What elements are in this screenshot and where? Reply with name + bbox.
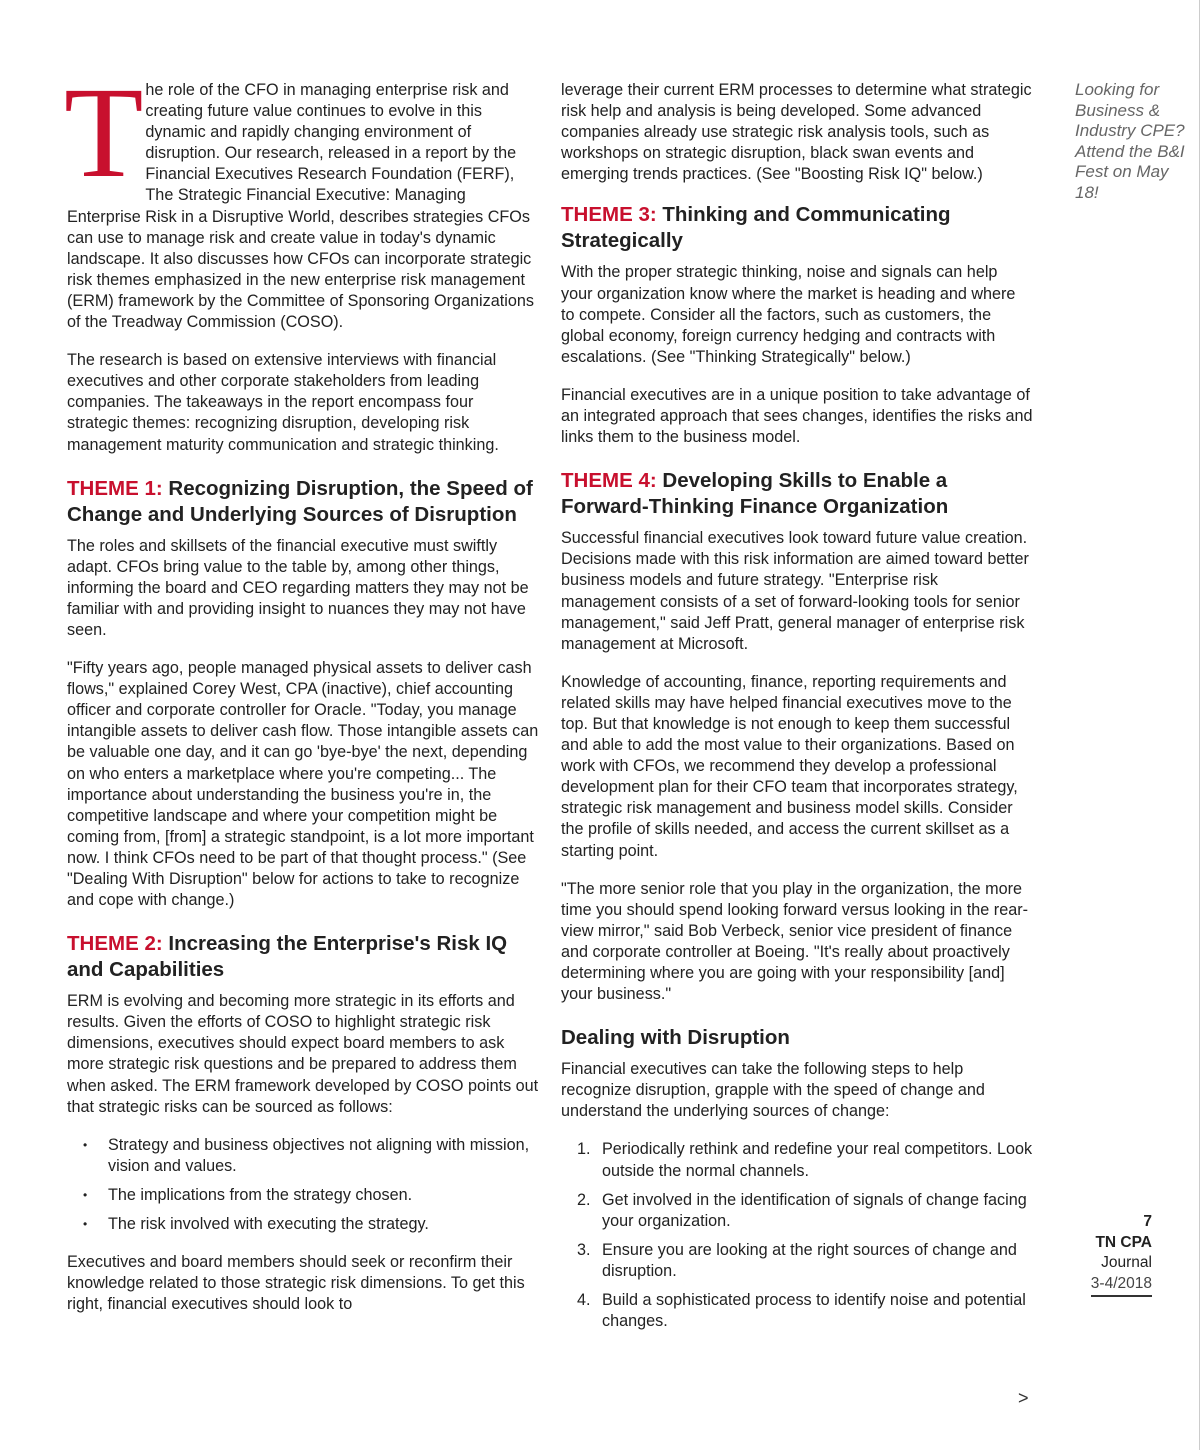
theme3-paragraph-1: With the proper strategic thinking, noise and signals can help your organization know where the market is heading and where to compete. Consider all the factors, such as customers, the global economy, foreign currency hedging and contracts with escalations. (See "Thinking Strategically" below.) — [561, 263, 1016, 366]
step-text: Ensure you are looking at the right sources of change and disruption. — [602, 1240, 1017, 1280]
step-text: Build a sophisticated process to identify noise and potential changes. — [602, 1291, 1026, 1331]
research-paragraph: The research is based on extensive interviews with financial executives and other corporate stakeholders from leading companies. The takeaways in the report encompass four strategic themes: recognizing disruption, developing risk management maturity communication and strategic thinking. — [67, 351, 499, 454]
step-number: 3. — [577, 1240, 591, 1259]
theme2-tag: THEME 2: — [67, 932, 163, 956]
step-number: 4. — [577, 1291, 591, 1310]
list-item — [577, 1139, 1033, 1181]
theme1-title: Recognizing Disruption, the Speed of Change and Underlying Sources of Disruption — [67, 476, 533, 526]
theme3-title: Thinking and Communicating Strategically — [561, 203, 951, 253]
list-item: • The implications from the strategy chosen. — [83, 1185, 539, 1206]
step-text: Periodically rethink and redefine your real competitors. Look outside the normal channels. — [602, 1140, 1033, 1180]
theme3-heading — [561, 202, 1033, 254]
theme2-title: Increasing the Enterprise's Risk IQ and Capabilities — [67, 932, 508, 982]
theme4-paragraph-1: Successful financial executives look toward future value creation. Decisions made with this risk information are aimed toward better business models and future strategy. "Enterprise risk management consists of a set of forward-looking tools for senior management," said Jeff Pratt, general manager of enterprise risk management at Microsoft. — [561, 529, 1029, 653]
list-item — [577, 1240, 1033, 1282]
left-column — [64, 61, 539, 1332]
publication-name-line-2: Journal — [1101, 1254, 1152, 1271]
theme3-tag: THEME 3: — [561, 203, 657, 227]
sidebar-cpe-note[interactable]: Looking for Business & Industry CPE? Attend the B&I Fest on May 18! — [1075, 80, 1185, 202]
intro-text: he role of the CFO in managing enterprise risk and creating future value continues to evolve in this dynamic and rapidly changing environment of disruption. Our research, released in a report by the Financial Executives Research Foundation (FERF), The Strategic Financial Executive: Managing Enterprise Risk in a Disruptive World, describes strategies CFOs can use to manage risk and create value in today's dynamic landscape. It also discusses how CFOs can incorporate strategic risk themes emphasized in the new enterprise risk management (ERM) framework by the Committee of Sponsoring Organizations of the Treadway Commission (COSO). — [67, 81, 534, 332]
drop-cap: T — [64, 61, 144, 205]
disruption-paragraph: Financial executives can take the following steps to help recognize disruption, grapple with the speed of change and understand the underlying sources of change: — [561, 1060, 985, 1121]
intro-paragraph — [64, 61, 539, 333]
theme4-tag: THEME 4: — [561, 469, 657, 493]
theme2-paragraph-3: leverage their current ERM processes to determine what strategic risk help and analysis is being developed. Some advanced companies already use strategic risk analysis tools, such as workshops on strategic disruption, black swan events and emerging trends practices. (See "Boosting Risk IQ" below.) — [561, 81, 1032, 184]
publication-name-line-1: TN CPA — [1095, 1233, 1152, 1251]
theme1-heading — [67, 476, 539, 528]
list-item — [577, 1190, 1033, 1232]
page-number: 7 — [1143, 1213, 1152, 1230]
theme4-paragraph-3: "The more senior role that you play in the organization, the more time you should spend looking forward versus looking in the rear-view mirror," said Bob Verbeck, senior vice president of finance and corporate controller at Boeing. "It's really about proactively determining where you are going with your responsibility [and] your business." — [561, 879, 1028, 1004]
theme1-paragraph-1: The roles and skillsets of the financial executive must swiftly adapt. CFOs bring value to the table by, among other things, informing the board and CEO regarding matters they may not be familiar with and providing insight to nuances they may not have seen. — [67, 536, 529, 639]
step-text: Get involved in the identification of signals of change facing your organization. — [602, 1190, 1027, 1230]
theme4-title: Developing Skills to Enable a Forward-Thinking Finance Organization — [561, 469, 949, 519]
theme3-paragraph-2: Financial executives are in a unique position to take advantage of an integrated approach that sees changes, identifies the risks and links them to the business model. — [561, 385, 1033, 447]
step-number: 1. — [577, 1140, 591, 1159]
page-info — [1062, 1212, 1152, 1297]
list-item: • Strategy and business objectives not aligning with mission, vision and values. — [83, 1135, 539, 1177]
issue-date: 3-4/2018 — [1091, 1274, 1152, 1298]
theme4-heading — [561, 468, 1033, 520]
theme2-paragraph-2: Executives and board members should seek or reconfirm their knowledge related to those strategic risk dimensions. To get this right, financial executives should look to — [67, 1253, 525, 1314]
list-item: • The risk involved with executing the strategy. — [83, 1214, 539, 1235]
theme2-heading — [67, 931, 539, 983]
strategic-risk-list — [67, 1135, 539, 1235]
theme1-paragraph-2: "Fifty years ago, people managed physical assets to deliver cash flows," explained Corey West, CPA (inactive), chief accounting officer and corporate controller for Oracle. "Today, you manage intangible assets to deliver cash flow. Those intangible assets can be valuable one day, and it can go 'bye-bye' the next, depending on who enters a marketplace where you're competing... The importance about understanding the business you're in, the competitive landscape and where your competition might be coming from, [from] a strategic standpoint, is a lot more important now. I think CFOs need to be part of that thought process." (See "Dealing With Disruption" below for actions to take to recognize and cope with change.) — [67, 659, 539, 910]
right-column — [561, 80, 1033, 1340]
theme4-paragraph-2: Knowledge of accounting, finance, reporting requirements and related skills may have helped financial executives move to the top. But that knowledge is not enough to keep them successful and able to add the most value to their organizations. Based on work with CFOs, we recommend they develop a professional development plan for their CFO team that incorporates strategy, strategic risk management and business model skills. Consider the profile of skills needed, and access the current skillset as a starting point. — [561, 672, 1018, 860]
theme1-tag: THEME 1: — [67, 476, 163, 500]
list-item — [577, 1290, 1033, 1332]
theme2-paragraph-1: ERM is evolving and becoming more strategic in its efforts and results. Given the efforts of COSO to highlight strategic risk dimensions, executives should expect board members to ask more strategic risk questions and be prepared to address them when asked. The ERM framework developed by COSO points out that strategic risks can be sourced as follows: — [67, 992, 539, 1116]
disruption-steps-list — [561, 1139, 1033, 1332]
next-page-arrow-icon[interactable]: > — [1018, 1388, 1029, 1408]
disruption-heading: Dealing with Disruption — [561, 1026, 790, 1050]
step-number: 2. — [577, 1190, 591, 1209]
